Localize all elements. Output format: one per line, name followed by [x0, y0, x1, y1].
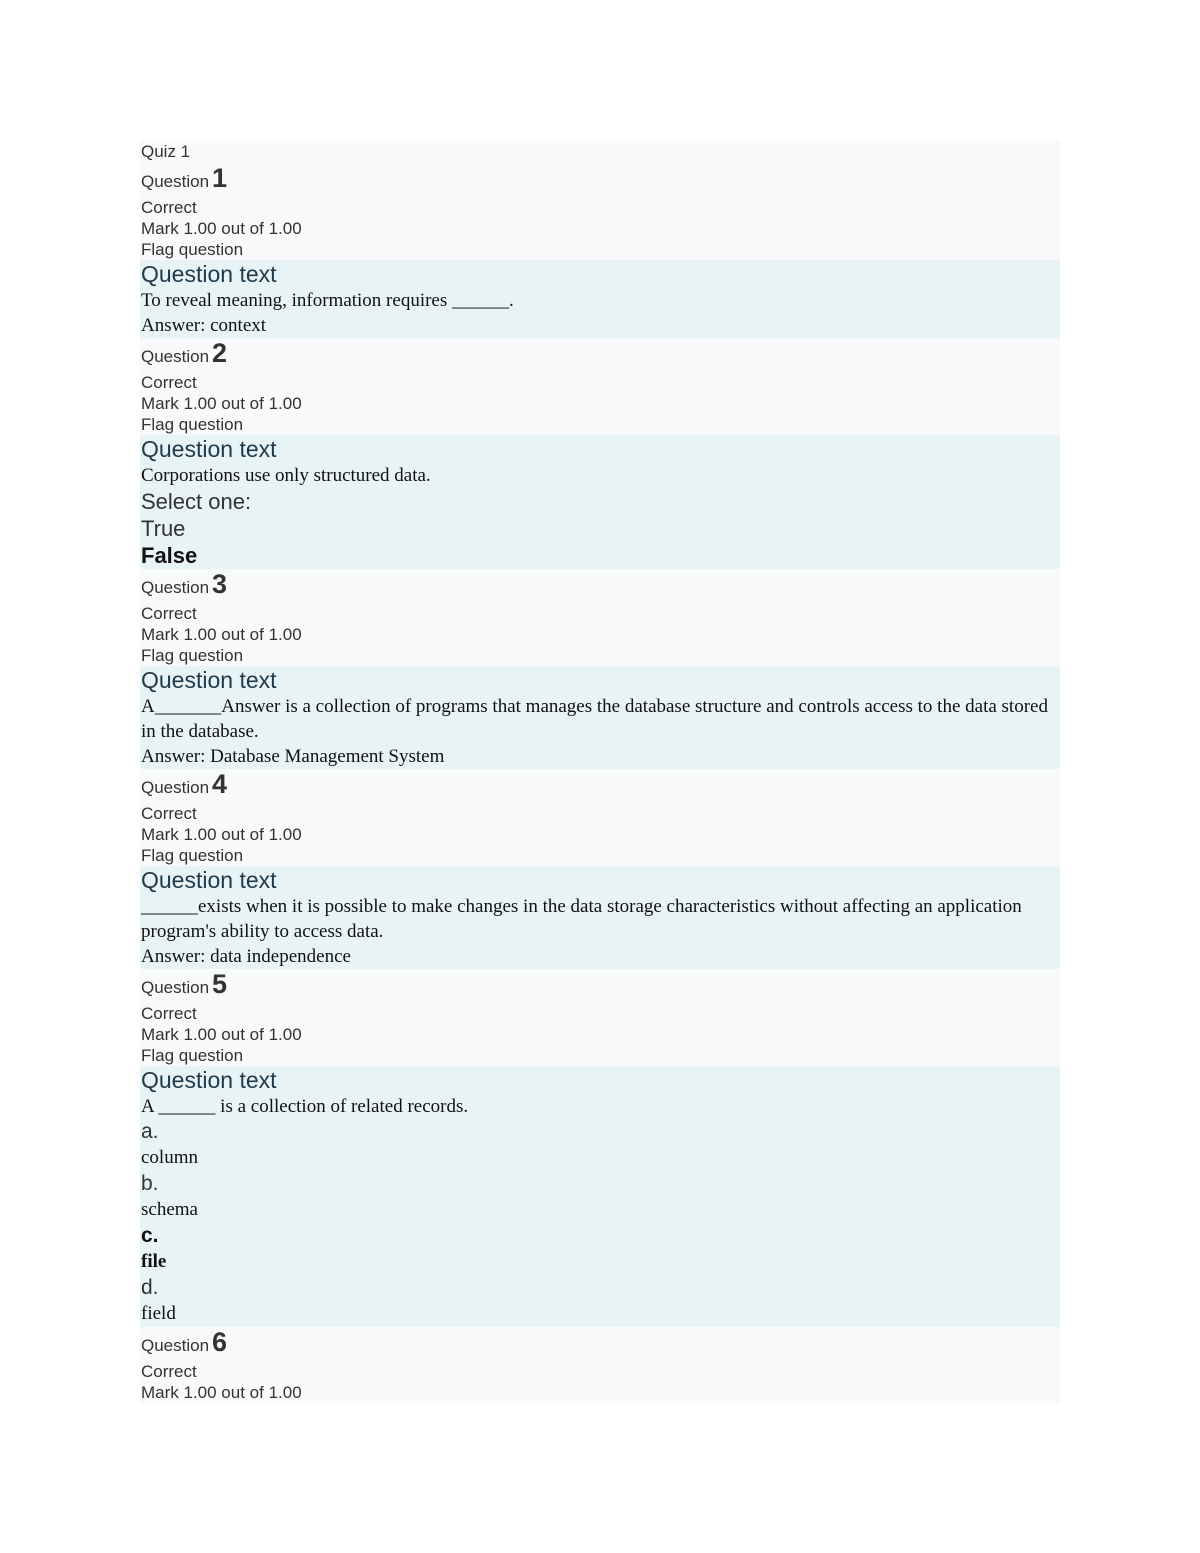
choice-letter-d[interactable]: d.: [141, 1276, 159, 1299]
question-state-1: Correct: [141, 198, 197, 217]
question-text-heading-4: Question text: [141, 867, 277, 893]
question-info-2: [140, 338, 1060, 435]
flag-question-link-5[interactable]: Flag question: [141, 1046, 244, 1065]
option-false[interactable]: False: [141, 543, 198, 568]
question-content-3: [140, 666, 1060, 769]
question-text-2: Corporations use only structured data.: [141, 465, 431, 486]
question-text-5: A ______ is a collection of related records.: [141, 1096, 469, 1117]
question-info-3: [140, 569, 1060, 666]
question-state-3: Correct: [141, 604, 197, 623]
question-grade-6: Mark 1.00 out of 1.00: [141, 1383, 302, 1402]
question-number-1: Question 1: [141, 163, 228, 193]
question-state-5: Correct: [141, 1004, 197, 1023]
question-state-6: Correct: [141, 1362, 197, 1381]
quiz-review-page: [140, 141, 1060, 1403]
choice-text-a[interactable]: column: [141, 1147, 198, 1168]
question-content-5: [140, 1066, 1060, 1327]
question-text-heading-5: Question text: [141, 1067, 277, 1093]
question-grade-1: Mark 1.00 out of 1.00: [141, 219, 302, 238]
question-text-heading-3: Question text: [141, 667, 277, 693]
question-grade-5: Mark 1.00 out of 1.00: [141, 1025, 302, 1044]
option-true[interactable]: True: [141, 516, 186, 541]
question-content-2: [140, 435, 1060, 569]
question-number-5: Question 5: [141, 969, 228, 999]
question-content-1: [140, 260, 1060, 338]
flag-question-link-3[interactable]: Flag question: [141, 646, 244, 665]
question-state-2: Correct: [141, 373, 197, 392]
quiz-title: Quiz 1: [141, 142, 191, 161]
question-text-3: A_______Answer is a collection of programs that manages the database structure and controls access to the data stored in the database.: [141, 696, 1048, 742]
question-grade-3: Mark 1.00 out of 1.00: [141, 625, 302, 644]
choice-text-b[interactable]: schema: [141, 1199, 198, 1220]
question-text-1: To reveal meaning, information requires ______.: [141, 290, 514, 311]
answer-3: Answer: Database Management System: [141, 746, 445, 767]
flag-question-link-1[interactable]: Flag question: [141, 240, 244, 259]
question-text-heading-2: Question text: [141, 436, 277, 462]
question-number-3: Question 3: [141, 569, 228, 599]
question-info-5: [140, 969, 1060, 1066]
question-grade-4: Mark 1.00 out of 1.00: [141, 825, 302, 844]
flag-question-link-2[interactable]: Flag question: [141, 415, 244, 434]
answer-4: Answer: data independence: [141, 946, 351, 967]
question-number-4: Question 4: [141, 769, 228, 799]
question-text-heading-1: Question text: [141, 261, 277, 287]
question-content-4: [140, 866, 1060, 969]
question-text-4: ______exists when it is possible to make changes in the data storage characteristics without affecting an application program's ability to access data.: [141, 896, 1022, 942]
question-grade-2: Mark 1.00 out of 1.00: [141, 394, 302, 413]
select-one-label: Select one:: [141, 489, 252, 514]
choice-text-c[interactable]: file: [141, 1251, 167, 1272]
choice-letter-c[interactable]: c.: [141, 1224, 159, 1247]
choice-letter-a[interactable]: a.: [141, 1120, 159, 1143]
answer-1: Answer: context: [141, 315, 267, 336]
question-state-4: Correct: [141, 804, 197, 823]
flag-question-link-4[interactable]: Flag question: [141, 846, 244, 865]
question-info-4: [140, 769, 1060, 866]
question-number-2: Question 2: [141, 338, 228, 368]
choice-letter-b[interactable]: b.: [141, 1172, 159, 1195]
choice-text-d[interactable]: field: [141, 1303, 176, 1324]
question-info-6: [140, 1327, 1060, 1403]
question-number-6: Question 6: [141, 1327, 228, 1357]
question-info-1: [140, 141, 1060, 260]
